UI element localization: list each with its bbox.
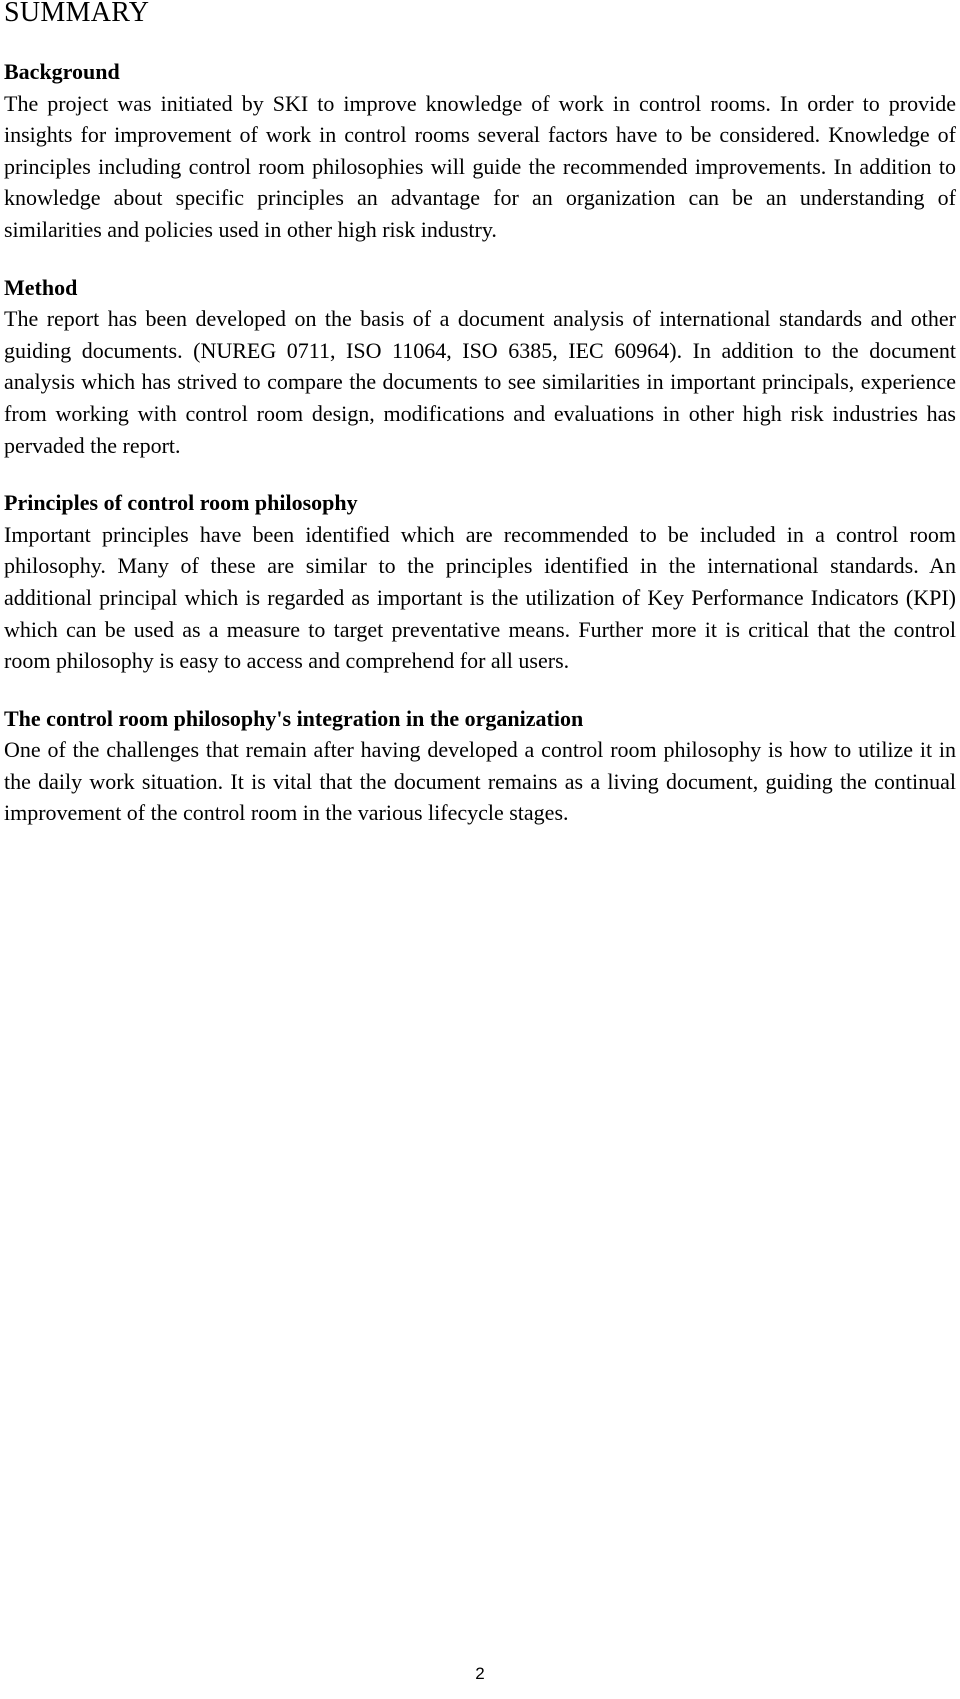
- section-body-background: The project was initiated by SKI to improve knowledge of work in control rooms. In order to provide insights for improvement of work in control rooms several factors have to be considered. Knowledge of principles including control room philosophies will guide the recommended improvements. In addition to knowledge about specific principles an advantage for an organization can be an understanding of similarities and policies used in other high risk industry.: [4, 90, 956, 242]
- section-body-integration: One of the challenges that remain after having developed a control room philosophy is how to utilize it in the daily work situation. It is vital that the document remains as a living document, guiding the continual improvement of the control room in the various lifecycle stages.: [4, 737, 956, 826]
- section-heading-method: Method: [4, 274, 78, 300]
- section-heading-integration: The control room philosophy's integration in the organization: [4, 705, 584, 731]
- page-title: SUMMARY: [4, 0, 150, 28]
- section-integration: [4, 703, 956, 829]
- section-heading-background: Background: [4, 59, 120, 84]
- document-page: [4, 0, 956, 829]
- section-principles: [4, 487, 956, 677]
- section-body-method: The report has been developed on the basis of a document analysis of international standards and other guiding documents. (NUREG 0711, ISO 11064, ISO 6385, IEC 60964). In addition to the document analysis which has strived to compare the documents to see similarities in important principals, experience from working with control room design, modifications and evaluations in other high risk industries has pervaded the report.: [4, 306, 956, 458]
- section-method: [4, 272, 956, 462]
- section-body-principles: Important principles have been identified which are recommended to be included in a control room philosophy. Many of these are similar to the principles identified in the international standards. An additional principal which is regarded as important is the utilization of Key Performance Indicators (KPI) which can be used as a measure to target preventative means. Further more it is critical that the control room philosophy is easy to access and comprehend for all users.: [4, 521, 956, 674]
- page-number: 2: [475, 1664, 485, 1683]
- section-heading-principles: Principles of control room philosophy: [4, 490, 358, 516]
- section-background: [4, 56, 956, 246]
